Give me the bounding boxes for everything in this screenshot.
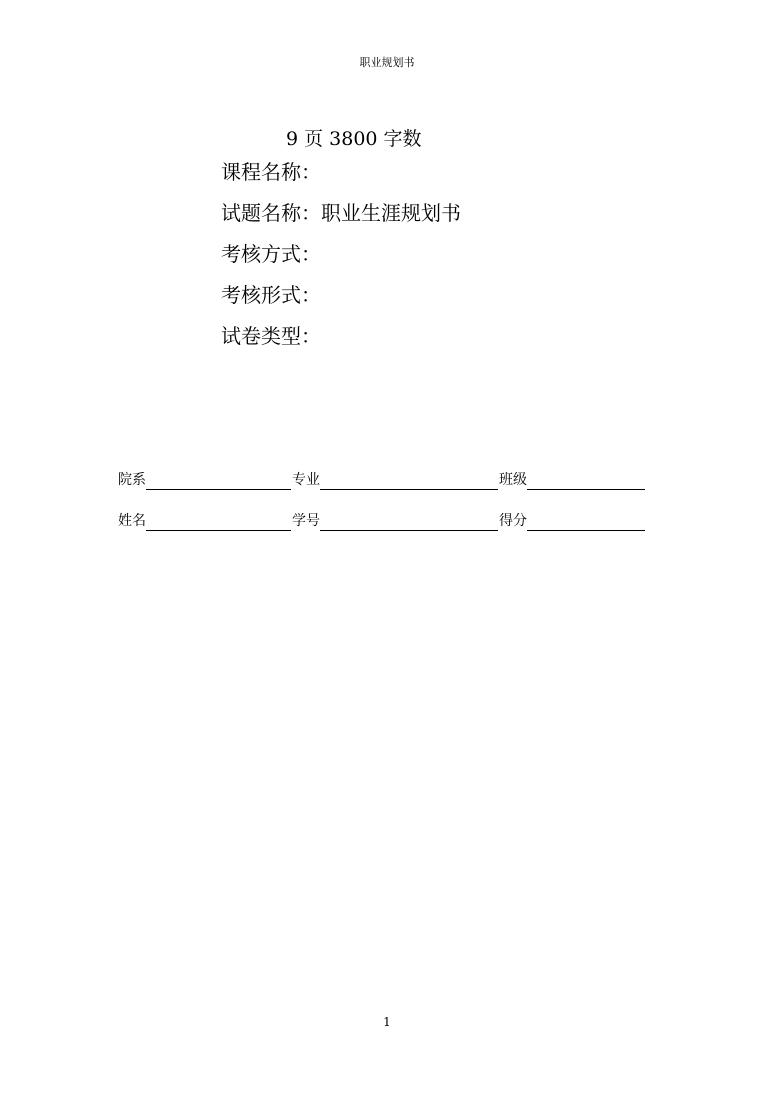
page-number: 1 <box>383 1015 391 1029</box>
label-department: 院系 <box>118 472 146 488</box>
label-name: 姓名 <box>118 513 146 529</box>
blank-student-id <box>320 514 498 531</box>
info-paper-type: 试卷类型： <box>221 324 321 348</box>
info-assessment-method: 考核方式： <box>221 242 321 266</box>
label-score: 得分 <box>499 513 527 529</box>
running-header: 职业规划书 <box>359 56 415 69</box>
label-student-id: 学号 <box>292 513 320 529</box>
blank-score <box>527 514 645 531</box>
student-info-form <box>118 468 658 550</box>
form-row-name <box>118 509 658 531</box>
info-course-name: 课程名称： <box>221 160 321 184</box>
info-assessment-form: 考核形式： <box>221 283 321 307</box>
blank-major <box>320 473 498 490</box>
label-class: 班级 <box>499 472 527 488</box>
label-major: 专业 <box>292 472 320 488</box>
blank-class <box>527 473 645 490</box>
exam-info-list <box>221 158 461 363</box>
page-word-count: 9 页 3800 字数 <box>286 128 422 150</box>
info-exam-title: 试题名称：职业生涯规划书 <box>221 201 461 225</box>
blank-department <box>146 473 291 490</box>
form-row-department <box>118 468 658 490</box>
blank-name <box>146 514 291 531</box>
